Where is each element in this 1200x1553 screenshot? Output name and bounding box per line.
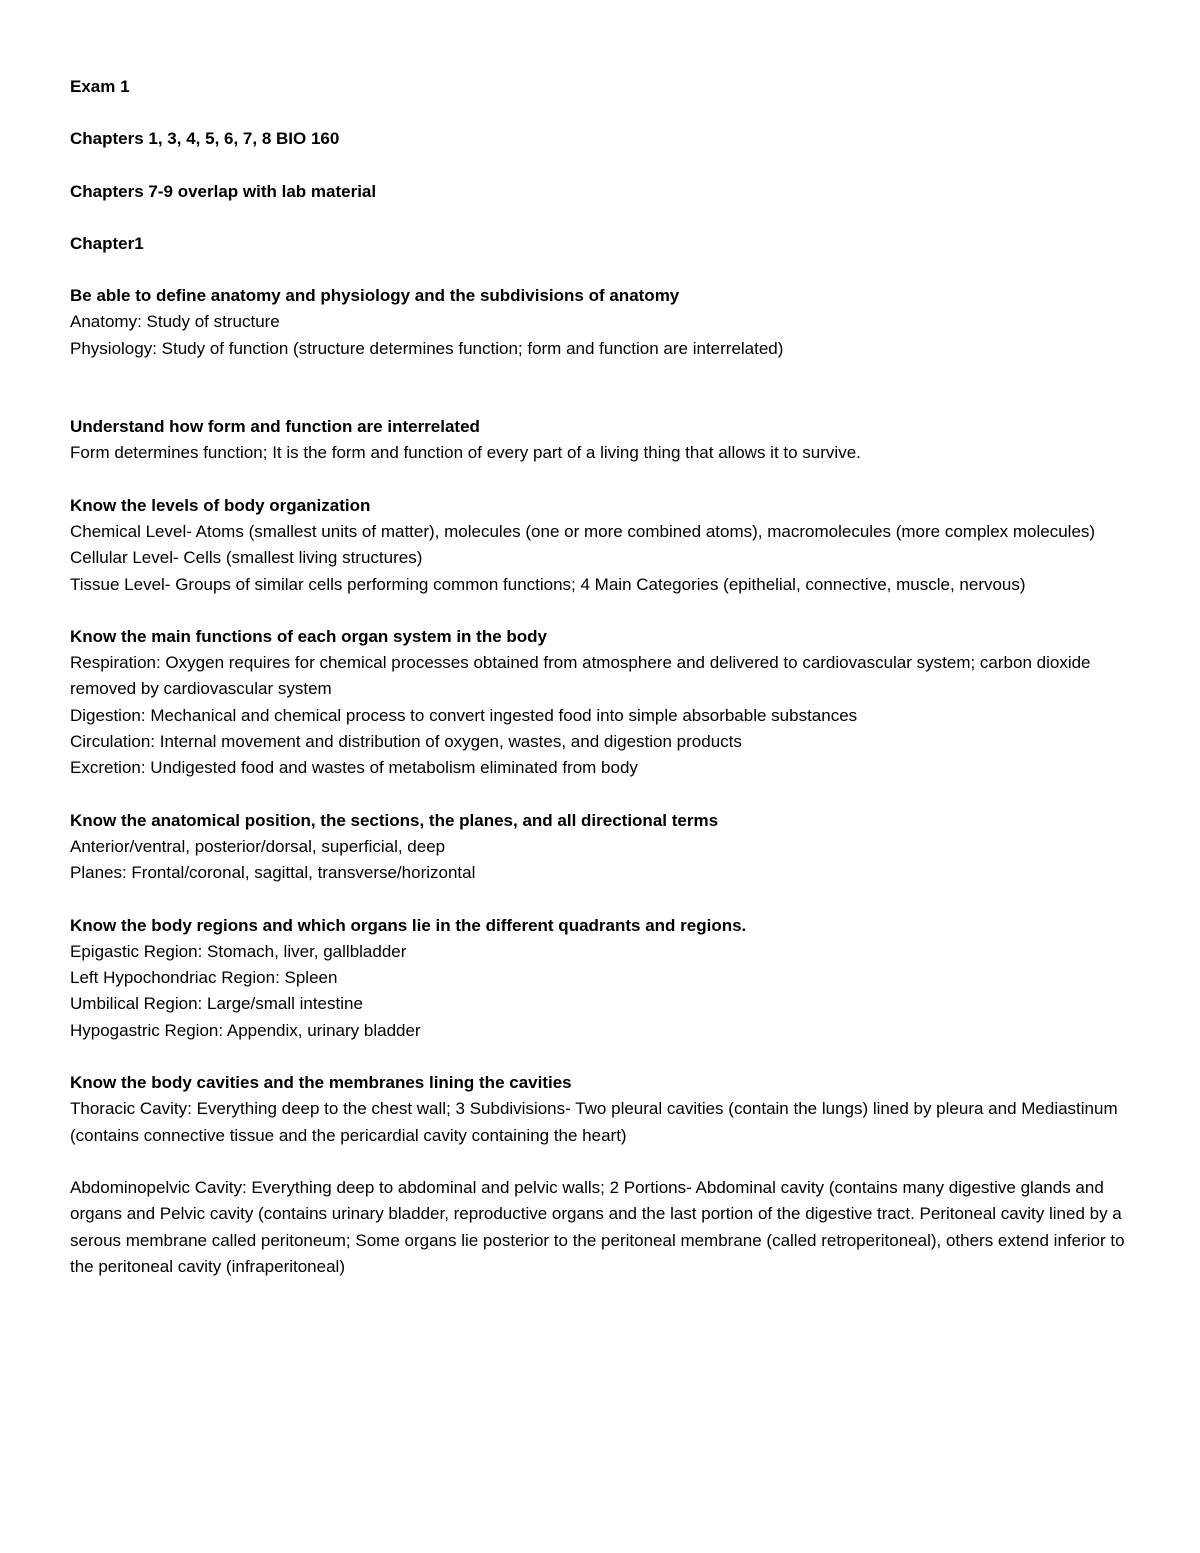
document-page — [70, 74, 1135, 1280]
spacer — [70, 257, 1135, 283]
section-line: Anatomy: Study of structure — [70, 312, 280, 332]
section-heading: Know the body regions and which organs lie in the different quadrants and regions. — [70, 915, 747, 935]
spacer — [70, 887, 1135, 913]
section-line: Physiology: Study of function (structure determines function; form and function are interrelated) — [70, 338, 784, 358]
section-line: Anterior/ventral, posterior/dorsal, superficial, deep — [70, 836, 446, 856]
section-heading: Understand how form and function are interrelated — [70, 417, 480, 437]
section-line: Left Hypochondriac Region: Spleen — [70, 968, 338, 988]
section-line: Planes: Frontal/coronal, sagittal, transverse/horizontal — [70, 863, 476, 883]
section-line: Tissue Level- Groups of similar cells performing common functions; 4 Main Categories (epithelial, connective, muscle, nervous) — [70, 574, 1026, 594]
section-heading: Know the anatomical position, the sections, the planes, and all directional terms — [70, 810, 719, 830]
section-line: Form determines function; It is the form and function of every part of a living thing that allows it to survive. — [70, 443, 861, 463]
overlap-line: Chapters 7-9 overlap with lab material — [70, 181, 377, 201]
spacer — [70, 598, 1135, 624]
spacer — [70, 1149, 1135, 1175]
spacer — [70, 362, 1135, 414]
exam-title: Exam 1 — [70, 77, 130, 96]
spacer — [70, 1044, 1135, 1070]
section-line: Hypogastric Region: Appendix, urinary bladder — [70, 1020, 421, 1040]
section-heading: Know the body cavities and the membranes lining the cavities — [70, 1073, 572, 1093]
section-line: Cellular Level- Cells (smallest living structures) — [70, 548, 423, 568]
section-heading: Know the main functions of each organ system in the body — [70, 626, 547, 646]
spacer — [70, 100, 1135, 126]
spacer — [70, 153, 1135, 179]
section-line: Thoracic Cavity: Everything deep to the chest wall; 3 Subdivisions- Two pleural cavities (contain the lungs) lined by pleura and Mediastinum (contains connective tissue and the pericardial cavity containing the heart) — [70, 1099, 1118, 1145]
section-line: Digestion: Mechanical and chemical process to convert ingested food into simple absorbable substances — [70, 705, 858, 725]
section-line: Epigastic Region: Stomach, liver, gallbladder — [70, 941, 407, 961]
section-heading: Be able to define anatomy and physiology and the subdivisions of anatomy — [70, 286, 680, 306]
section-line: Chemical Level- Atoms (smallest units of matter), molecules (one or more combined atoms), macromolecules (more complex molecules) — [70, 521, 1096, 541]
chapters-line: Chapters 1, 3, 4, 5, 6, 7, 8 BIO 160 — [70, 129, 340, 149]
section-paragraph: Abdominopelvic Cavity: Everything deep to abdominal and pelvic walls; 2 Portions- Abdominal cavity (contains many digestive glands and organs and Pelvic cavity (contains urinary bladder, reproductive organs and the last portion of the digestive tract. Peritoneal cavity lined by a serous membrane called peritoneum; Some organs lie posterior to the peritoneal membrane (called retroperitoneal), others extend inferior to the peritoneal cavity (infraperitoneal) — [70, 1177, 1125, 1276]
section-heading: Know the levels of body organization — [70, 495, 371, 515]
section-line: Respiration: Oxygen requires for chemical processes obtained from atmosphere and delivered to cardiovascular system; carbon dioxide removed by cardiovascular system — [70, 653, 1091, 699]
spacer — [70, 782, 1135, 808]
section-line: Excretion: Undigested food and wastes of metabolism eliminated from body — [70, 758, 638, 778]
section-line: Circulation: Internal movement and distribution of oxygen, wastes, and digestion products — [70, 732, 742, 752]
section-line: Umbilical Region: Large/small intestine — [70, 994, 363, 1014]
spacer — [70, 205, 1135, 231]
spacer — [70, 467, 1135, 493]
chapter-title: Chapter1 — [70, 233, 144, 253]
